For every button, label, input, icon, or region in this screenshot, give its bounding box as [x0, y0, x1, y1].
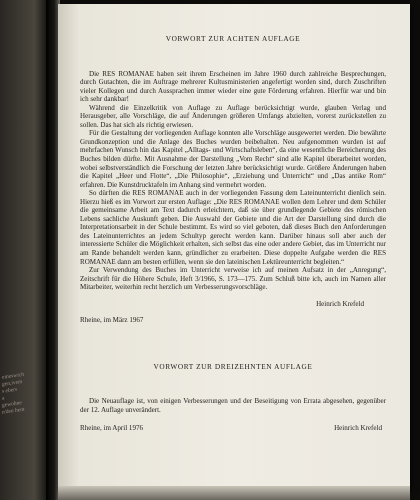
preface-8-signature: Heinrich Krefeld [316, 299, 364, 308]
page-content [80, 35, 386, 432]
preface-13-heading: VORWORT ZUR DREIZEHNTEN AUFLAGE [153, 361, 313, 371]
book-page [58, 4, 410, 490]
preface-13-signature: Heinrich Krefeld [334, 423, 382, 432]
left-page [0, 0, 46, 500]
preface-8-place-date: Rheine, im März 1967 [80, 316, 144, 325]
preface-8-paragraph-5: Zur Verwendung des Buches im Unterricht verweise ich auf meinen Aufsatz in der „Anregung“, Zeitschrift für die Höhere Schule, Heft 3/1966, S. 173—175. Zum Schluß bitte ich, auch im Namen aller Mitarbeiter, weiterhin recht herzlich um Verbesserungsvorschläge. [80, 266, 386, 292]
preface-8-paragraph-1: Die RES ROMANAE haben seit ihrem Erscheinen im Jahre 1960 durch zahlreiche Besprechungen, durch Gutachten, die im Auftrage mehrerer Kultusministerien angefertigt worden sind, durch Zuschriften vieler Kollegen und durch Aussprachen immer wieder eine gute Förderung erfahren. Hierfür war und bin ich sehr dankbar! [80, 69, 386, 104]
page-bottom-edge [58, 486, 410, 500]
left-page-text: eineswich gen,ivem s ebers a gewohne n'den hent [2, 371, 25, 416]
preface-13-paragraph: Die Neuauflage ist, von einigen Verbesserungen und der Beseitigung von Errata abgesehen, gegenüber der 12. Auflage unverändert. [80, 397, 386, 414]
preface-13-signature-row [80, 424, 386, 433]
preface-8-paragraph-4: So dürften die RES ROMANAE auch in der vorliegenden Fassung dem Lateinunterricht dienlich sein. Hierzu hieß es im Vorwort zur ersten Auflage: „Die RES ROMANAE wollen dem Lehrer und dem Schüler die gemeinsame Arbeit am Text dadurch erleichtern, daß sie über grundlegende Gebiete des römischen Lebens sachliche Auskunft geben. Die Auswahl der Gebiete und die Art der Darstellung sind durch die Interpretationsarbeit in der Schule bestimmt. Es wird so viel geboten, daß dieses Buch den Anforderungen des Lateinunterrichtes an jedem Schultyp gerecht werden kann. Darüber hinaus soll aber auch der interessierte Schüler die Möglichkeit erhalten, sich selbst das eine oder andere Gebiet, das im Unterricht nur am Rande behandelt werden kann, gründlicher zu erarbeiten. Diese doppelte Aufgabe werden die RES ROMANAE dann am besten erfüllen, wenn sie den lateinischen Lektüreunterricht begleiten.“ [80, 189, 386, 266]
preface-8-paragraph-3: Für die Gestaltung der vorliegenden Auflage konnten alle Vorschläge ausgewertet werden. Die bewährte Grundkonzeption und die Anlage des Buches wurden beibehalten. Neu aufgenommen wurden ist auf mehrfachen Wunsch hin das Kapitel „Alltags- und Wirtschaftsleben“, da eine wesentliche Bereicherung des Buches bilden dürfte. Mit Ausnahme der Darstellung „Vom Recht“ sind alle Kapitel überarbeitet worden, wobei selbstverständlich die Forschung der letzten Jahre berücksichtigt wurde. Größere Änderungen haben die Kapitel „Heer und Flotte“, „Die Philosophie“, „Erziehung und Unterricht“ und „Das antike Rom“ erfahren. Die Kunstdrucktafeln im Anhang sind vermehrt worden. [80, 129, 386, 189]
preface-8-paragraph-2: Während die Einzelkritik von Auflage zu Auflage berücksichtigt wurde, glauben Verlag und Herausgeber, alle Vorschläge, die auf Änderungen größeren Umfangs abzielten, vorerst zurückstellen zu sollen. Das hat sich als richtig erwiesen. [80, 103, 386, 129]
preface-8-heading: VORWORT ZUR ACHTEN AUFLAGE [165, 34, 301, 43]
preface-13-place-date: Rheine, im April 1976 [80, 423, 144, 432]
